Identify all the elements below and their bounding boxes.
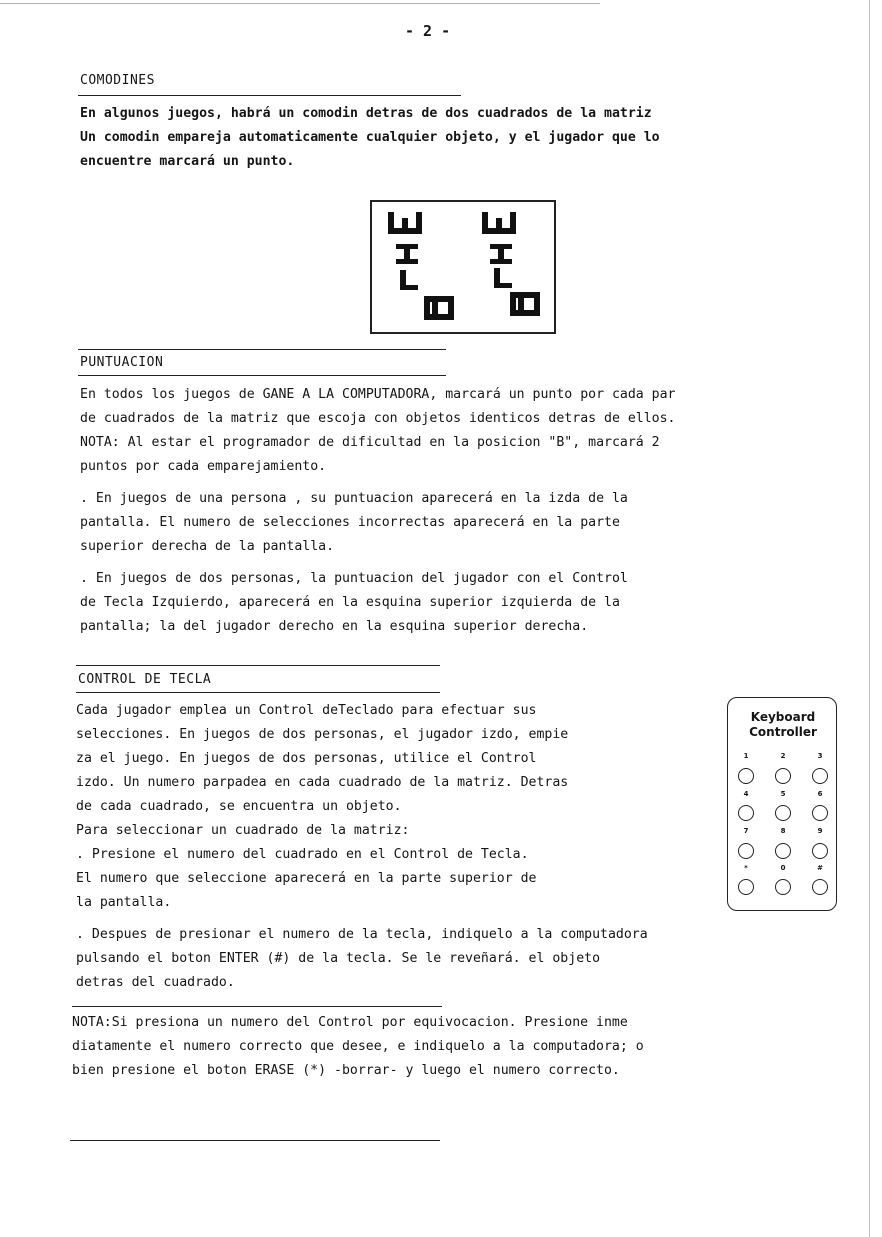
key-5-icon — [775, 805, 791, 821]
bullet-line: . Despues de presionar el numero de la tecla, indiquelo a la computadora — [76, 927, 648, 942]
key-0-icon — [775, 879, 791, 895]
text-line: encuentre marcará un punto. — [80, 154, 295, 169]
bullet-line: detras del cuadrado. — [76, 975, 235, 990]
text-line: Para seleccionar un cuadrado de la matriz: — [76, 823, 410, 838]
key-6-icon — [812, 805, 828, 821]
text-line: NOTA: Al estar el programador de dificultad en la posicion "B", marcará 2 — [80, 435, 660, 450]
heading-rule — [78, 375, 446, 376]
key-2-icon — [775, 768, 791, 784]
key-label: * — [744, 864, 748, 872]
bullet-line: superior derecha de la pantalla. — [80, 539, 335, 554]
key-label: 3 — [817, 752, 823, 760]
heading-rule — [78, 95, 461, 96]
bullet-line: de Tecla Izquierdo, aparecerá en la esquina superior izquierda de la — [80, 595, 620, 610]
key-star-icon — [738, 879, 754, 895]
key-3-icon — [812, 768, 828, 784]
heading-rule — [76, 692, 440, 693]
key-label: 6 — [817, 790, 823, 798]
bullet-line: . En juegos de dos personas, la puntuacion del jugador con el Control — [80, 571, 628, 586]
keyboard-title-line1: Keyboard — [750, 710, 816, 724]
key-8-icon — [775, 843, 791, 859]
key-4-icon — [738, 805, 754, 821]
keyboard-title-line2: Controller — [749, 725, 817, 739]
key-label: 0 — [780, 864, 786, 872]
wild-column-right — [482, 212, 540, 316]
keyboard-controller-figure — [727, 697, 837, 911]
bullet-line: . En juegos de una persona , su puntuacion aparecerá en la izda de la — [80, 491, 628, 506]
section-rule — [76, 665, 440, 666]
nota-line: diatamente el numero correcto que desee, e indiquelo a la computadora; o — [72, 1039, 644, 1054]
key-hash-icon — [812, 879, 828, 895]
scan-edge-top — [0, 3, 600, 4]
heading-control-de-tecla: CONTROL DE TECLA — [78, 672, 212, 687]
text-line: za el juego. En juegos de dos personas, utilice el Control — [76, 751, 537, 766]
key-label: 2 — [780, 752, 786, 760]
page-number: - 2 - — [405, 22, 451, 40]
text-line: izdo. Un numero parpadea en cada cuadrado de la matriz. Detras — [76, 775, 569, 790]
key-label: 5 — [780, 790, 786, 798]
text-line: En algunos juegos, habrá un comodin detras de dos cuadrados de la matriz — [80, 106, 652, 121]
text-line: Un comodin empareja automaticamente cualquier objeto, y el jugador que lo — [80, 130, 660, 145]
key-9-icon — [812, 843, 828, 859]
key-label: 9 — [817, 827, 823, 835]
nota-line: bien presione el boton ERASE (*) -borrar- y luego el numero correcto. — [72, 1063, 620, 1078]
key-label: 1 — [743, 752, 749, 760]
bullet-line: pantalla. El numero de selecciones incorrectas aparecerá en la parte — [80, 515, 620, 530]
section-rule — [78, 349, 446, 350]
bullet-line: pulsando el boton ENTER (#) de la tecla. Se le reveñará. el objeto — [76, 951, 601, 966]
bullet-line: El numero que seleccione aparecerá en la parte superior de — [76, 871, 537, 886]
wild-column-left — [388, 212, 454, 320]
key-label: 4 — [743, 790, 749, 798]
key-label: # — [817, 864, 823, 872]
nota-line: NOTA:Si presiona un numero del Control por equivocacion. Presione inme — [72, 1015, 628, 1030]
section-rule — [72, 1006, 442, 1007]
key-label: 8 — [780, 827, 786, 835]
wild-figure — [370, 200, 556, 334]
bullet-line: . Presione el numero del cuadrado en el Control de Tecla. — [76, 847, 529, 862]
key-1-icon — [738, 768, 754, 784]
bullet-line: pantalla; la del jugador derecho en la esquina superior derecha. — [80, 619, 589, 634]
key-7-icon — [738, 843, 754, 859]
text-line: Cada jugador emplea un Control deTeclado para efectuar sus — [76, 703, 537, 718]
text-line: selecciones. En juegos de dos personas, el jugador izdo, empie — [76, 727, 569, 742]
section-rule — [70, 1140, 440, 1141]
text-line: de cada cuadrado, se encuentra un objeto. — [76, 799, 402, 814]
text-line: puntos por cada emparejamiento. — [80, 459, 327, 474]
key-label: 7 — [743, 827, 749, 835]
wild-letters-graphic — [372, 202, 554, 332]
heading-comodines: COMODINES — [80, 73, 155, 88]
text-line: En todos los juegos de GANE A LA COMPUTADORA, marcará un punto por cada par — [80, 387, 676, 402]
text-line: de cuadrados de la matriz que escoja con objetos identicos detras de ellos. — [80, 411, 676, 426]
heading-puntuacion: PUNTUACION — [80, 355, 164, 370]
bullet-line: la pantalla. — [76, 895, 172, 910]
scan-edge-right — [869, 0, 870, 1237]
